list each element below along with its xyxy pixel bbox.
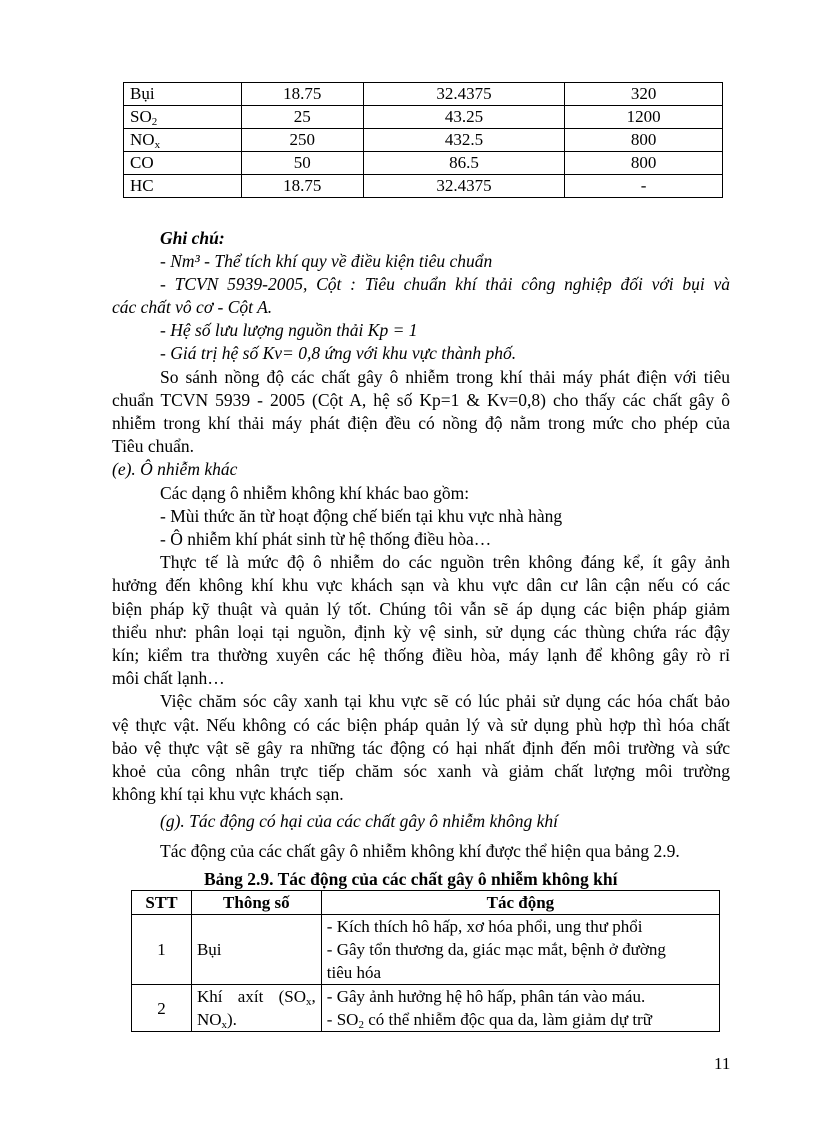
param-line: $NO_x$). <box>196 1010 237 1031</box>
table-cell: 250 <box>241 129 363 152</box>
section-g-heading: (g). Tác động có hại của các chất gây ô nhiễm không khí <box>160 811 559 831</box>
table-cell: 18.75 <box>241 83 363 106</box>
note-line: - Hệ số lưu lượng nguồn thải Kp = 1 <box>160 320 418 340</box>
table-cell: 32.4375 <box>363 83 565 106</box>
table-row <box>124 152 723 175</box>
paragraph-line: Các dạng ô nhiễm không khí khác bao gồm: <box>160 483 470 503</box>
note-line: - Giá trị hệ số Kv= 0,8 ứng với khu vực thành phố. <box>160 343 517 363</box>
list-item: - Mùi thức ăn từ hoạt động chế biến tại khu vực nhà hàng <box>160 506 563 526</box>
table-cell: 25 <box>241 106 363 129</box>
note-line: - Nm³ - Thể tích khí quy về điều kiện tiêu chuẩn <box>160 251 493 271</box>
paragraph-line: nhiễm trong khí thải máy phát điện đều có nồng độ nằm trong mức cho phép của <box>112 413 730 433</box>
effect-line: - $SO_2$ có thể nhiễm độc qua da, làm giảm dự trữ <box>326 1010 652 1031</box>
pollutant-name: HC <box>124 175 242 198</box>
notes-heading: Ghi chú: <box>160 228 225 248</box>
table-row <box>124 106 723 129</box>
paragraph-line: Tác động của các chất gây ô nhiễm không khí được thể hiện qua bảng 2.9. <box>160 841 680 861</box>
section-e-heading: (e). Ô nhiễm khác <box>112 459 238 479</box>
pollutant-name: CO <box>124 152 242 175</box>
param-line: Khí axít ($SO_x$, <box>196 987 316 1008</box>
column-header: Thông số <box>191 891 321 915</box>
table-row <box>124 175 723 198</box>
table-cell <box>191 985 321 1032</box>
paragraph-line: Thực tế là mức độ ô nhiễm do các nguồn trên không đáng kể, ít gây ảnh <box>160 552 730 572</box>
paragraph-line: môi chất lạnh… <box>112 668 225 688</box>
effect-line: - Gây tổn thương da, giác mạc mắt, bệnh ở đường <box>326 940 666 959</box>
page-number: 11 <box>714 1054 731 1073</box>
table-cell: 432.5 <box>363 129 565 152</box>
paragraph-line: kín; kiểm tra thường xuyên các hệ thống điều hòa, máy lạnh để không gây rò rỉ <box>112 645 730 665</box>
note-line: các chất vô cơ - Cột A. <box>112 297 273 317</box>
effect-line: - Gây ảnh hưởng hệ hô hấp, phân tán vào máu. <box>326 987 646 1006</box>
paragraph-line: hưởng đến không khí khu vực khách sạn và khu vực dân cư lân cận nếu có các <box>112 575 730 595</box>
table-cell: 1200 <box>565 106 723 129</box>
table-row <box>124 83 723 106</box>
pollutant-name: $SO_2$ <box>124 106 242 129</box>
paragraph-line: thiểu như: phân loại tại nguồn, định kỳ vệ sinh, sử dụng các thùng chứa rác đậy <box>112 622 730 642</box>
paragraph-line: biện pháp kỹ thuật và quản lý tốt. Chúng tôi vẫn sẽ áp dụng các biện pháp giảm <box>112 599 730 619</box>
table-cell: 50 <box>241 152 363 175</box>
table-cell: 800 <box>565 129 723 152</box>
column-header: Tác động <box>321 891 719 915</box>
table-row <box>132 915 720 985</box>
impact-table <box>131 890 720 1032</box>
table-row <box>132 985 720 1032</box>
table-cell: - <box>565 175 723 198</box>
pollutant-name: $NO_x$ <box>124 129 242 152</box>
effect-line: tiêu hóa <box>326 963 382 982</box>
pollutant-name: Bụi <box>124 83 242 106</box>
table-cell: 320 <box>565 83 723 106</box>
table-cell <box>321 915 719 985</box>
table-cell: Bụi <box>191 915 321 985</box>
note-line: - TCVN 5939-2005, Cột : Tiêu chuẩn khí thải công nghiệp đối với bụi và <box>160 274 730 294</box>
table-cell: 86.5 <box>363 152 565 175</box>
table-row <box>124 129 723 152</box>
emission-table <box>123 82 723 198</box>
table-cell: 32.4375 <box>363 175 565 198</box>
table-cell: 800 <box>565 152 723 175</box>
column-header: STT <box>132 891 192 915</box>
list-item: - Ô nhiễm khí phát sinh từ hệ thống điều hòa… <box>160 529 492 549</box>
paragraph-line: Tiêu chuẩn. <box>112 436 194 456</box>
table-cell: 2 <box>132 985 192 1032</box>
paragraph-line: khoẻ của công nhân trực tiếp chăm sóc xanh và giảm chất lượng môi trường <box>112 761 730 781</box>
paragraph-line: không khí tại khu vực khách sạn. <box>112 784 344 804</box>
paragraph-line: vệ thực vật. Nếu không có các biện pháp quản lý và sử dụng phù hợp thì hóa chất <box>112 715 730 735</box>
paragraph-line: bảo vệ thực vật sẽ gây ra những tác động có hại nhất định đến môi trường và sức <box>112 738 730 758</box>
table-cell <box>321 985 719 1032</box>
paragraph-line: Việc chăm sóc cây xanh tại khu vực sẽ có lúc phải sử dụng các hóa chất bảo <box>160 691 730 711</box>
table-caption: Bảng 2.9. Tác động của các chất gây ô nhiễm không khí <box>204 869 618 889</box>
table-header-row <box>132 891 720 915</box>
paragraph-line: So sánh nồng độ các chất gây ô nhiễm trong khí thải máy phát điện với tiêu <box>160 367 730 387</box>
table-cell: 43.25 <box>363 106 565 129</box>
table-cell: 1 <box>132 915 192 985</box>
effect-line: - Kích thích hô hấp, xơ hóa phổi, ung thư phổi <box>326 917 643 936</box>
paragraph-line: chuẩn TCVN 5939 - 2005 (Cột A, hệ số Kp=1 & Kv=0,8) cho thấy các chất gây ô <box>112 390 730 410</box>
table-cell: 18.75 <box>241 175 363 198</box>
